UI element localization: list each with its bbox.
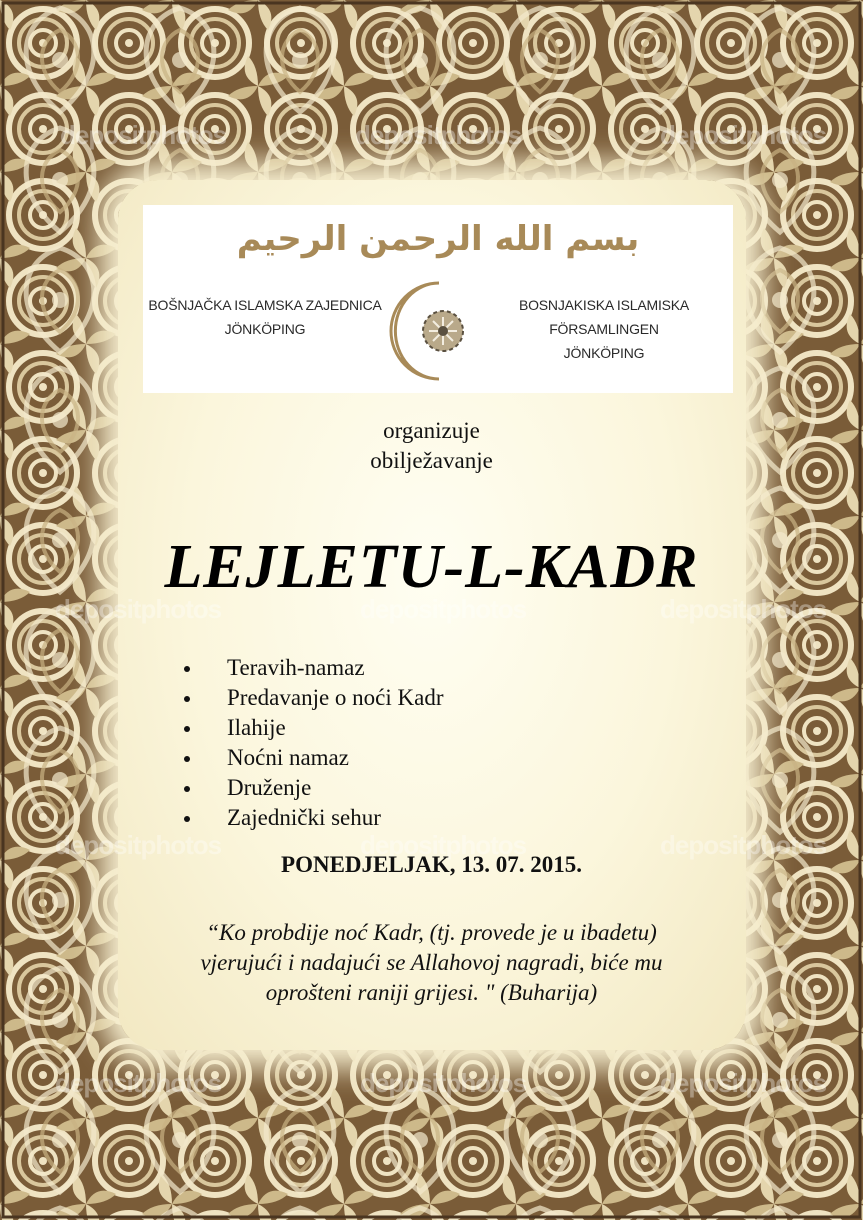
organization-header — [143, 205, 733, 393]
list-item-label: Noćni namaz — [227, 745, 349, 770]
list-item — [180, 743, 444, 773]
bullet-icon — [184, 756, 190, 762]
quote-line: “Ko probdije noć Kadr, (tj. provede je u ibadetu) — [206, 920, 657, 945]
org-city: JÖNKÖPING — [224, 321, 306, 337]
watermark: depositphotos — [660, 120, 827, 150]
list-item-label: Zajednički sehur — [227, 805, 381, 830]
bullet-icon — [184, 786, 190, 792]
hadith-quote — [0, 918, 863, 1008]
watermark: depositphotos — [360, 594, 527, 624]
intro-line: obilježavanje — [370, 448, 493, 473]
watermark: depositphotos — [360, 1068, 527, 1098]
list-item-label: Predavanje o noći Kadr — [227, 685, 444, 710]
org-name-swedish — [473, 293, 735, 365]
event-title: LEJLETU-L-KADR — [164, 533, 699, 601]
watermark: depositphotos — [660, 1068, 827, 1098]
list-item-label: Druženje — [227, 775, 312, 800]
list-item — [180, 713, 444, 743]
list-item-label: Ilahije — [227, 715, 286, 740]
list-item — [180, 653, 444, 683]
org-name-line: BOSNJAKISKA ISLAMISKA FÖRSAMLINGEN — [518, 297, 690, 337]
bullet-icon — [184, 816, 190, 822]
watermark: depositphotos — [55, 1068, 222, 1098]
quote-line: vjerujući i nadajući se Allahovoj nagradi, biće mu — [200, 950, 663, 975]
program-list — [180, 653, 444, 833]
watermark: depositphotos — [360, 830, 527, 860]
watermark: depositphotos — [60, 120, 227, 150]
list-item — [180, 803, 444, 833]
event-date: PONEDJELJAK, 13. 07. 2015. — [281, 852, 582, 877]
watermark: depositphotos — [660, 830, 827, 860]
intro-line: organizuje — [383, 418, 480, 443]
bullet-icon — [184, 726, 190, 732]
watermark: depositphotos — [55, 594, 222, 624]
list-item-label: Teravih-namaz — [227, 655, 365, 680]
list-item — [180, 683, 444, 713]
quote-line: oprošteni raniji grijesi. " (Buharija) — [265, 980, 598, 1005]
watermark: depositphotos — [355, 120, 522, 150]
bullet-icon — [184, 666, 190, 672]
org-city: JÖNKÖPING — [563, 345, 645, 361]
bullet-icon — [184, 696, 190, 702]
watermark: depositphotos — [55, 830, 222, 860]
crescent-logo-icon — [381, 275, 481, 385]
org-name-bosnian — [145, 293, 385, 341]
org-name-line: BOŠNJAČKA ISLAMSKA ZAJEDNICA — [148, 297, 382, 313]
list-item — [180, 773, 444, 803]
watermark: depositphotos — [660, 594, 827, 624]
bismillah-calligraphy: بسم الله الرحمن الرحيم — [236, 219, 640, 259]
